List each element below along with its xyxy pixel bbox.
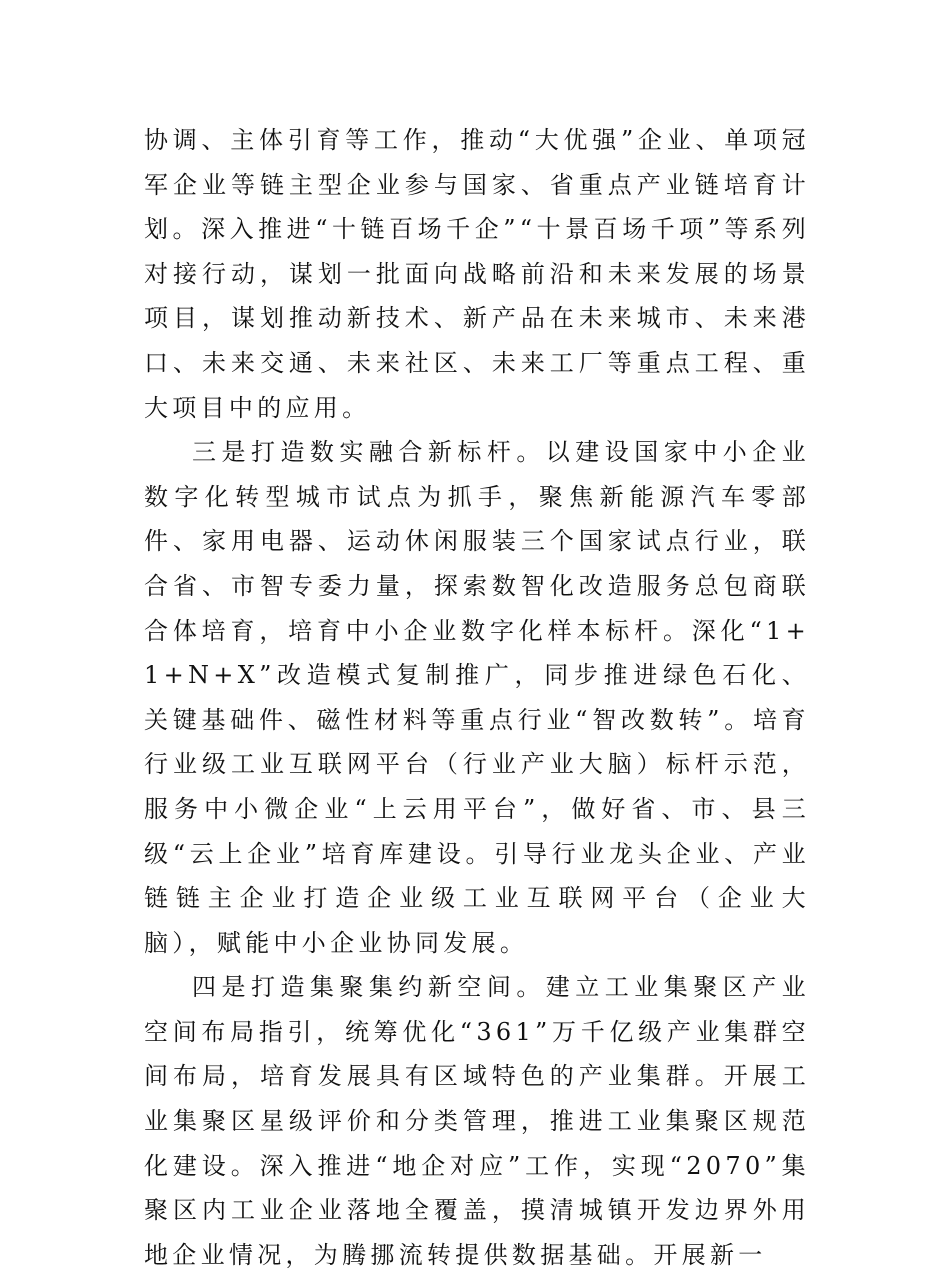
paragraph-3: 四是打造集聚集约新空间。建立工业集聚区产业空间布局指引，统筹优化“361”万千亿级产业集群空间布局，培育发展具有区域特色的产业集群。开展工业集聚区星级评价和分类管理，推进工业集聚区规范化建设。深入推进“地企对应”工作，实现“2070”集聚区内工业企业落地全覆盖，摸清城镇开发边界外用地企业情况，为腾挪流转提供数据基础。开展新一 xyxy=(144,973,810,1269)
document-page xyxy=(144,118,810,1277)
paragraph-1: 协调、主体引育等工作，推动“大优强”企业、单项冠军企业等链主型企业参与国家、省重点产业链培育计划。深入推进“十链百场千企”“十景百场千项”等系列对接行动，谋划一批面向战略前沿和未来发展的场景项目，谋划推动新技术、新产品在未来城市、未来港口、未来交通、未来社区、未来工厂等重点工程、重大项目中的应用。 xyxy=(144,126,810,422)
paragraph-2: 三是打造数实融合新标杆。以建设国家中小企业数字化转型城市试点为抓手，聚焦新能源汽车零部件、家用电器、运动休闲服装三个国家试点行业，联合省、市智专委力量，探索数智化改造服务总包商联合体培育，培育中小企业数字化样本标杆。深化“1+1+N+X”改造模式复制推广，同步推进绿色石化、关键基础件、磁性材料等重点行业“智改数转”。培育行业级工业互联网平台（行业产业大脑）标杆示范，服务中小微企业“上云用平台”，做好省、市、县三级“云上企业”培育库建设。引导行业龙头企业、产业链链主企业打造企业级工业互联网平台（企业大脑），赋能中小企业协同发展。 xyxy=(144,438,810,957)
